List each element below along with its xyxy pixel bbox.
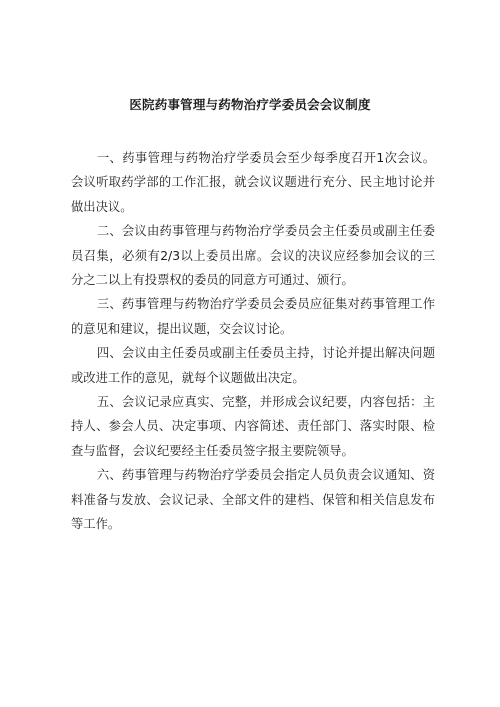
- paragraph-6: 六、药事管理与药物治疗学委员会指定人员负责会议通知、资料准备与发放、会议记录、全部文件的建档、保管和相关信息发布等工作。: [71, 468, 435, 532]
- paragraph-3: 三、药事管理与药物治疗学委员会委员应征集对药事管理工作的意见和建议，提出议题，交会议讨论。: [71, 297, 435, 336]
- paragraph-4: 四、会议由主任委员或副主任委员主持，讨论并提出解决问题或改进工作的意见，就每个议题做出决定。: [71, 346, 435, 385]
- paragraph-2: 二、会议由药事管理与药物治疗学委员会主任委员或副主任委员召集，必须有2/3以上委员出席。会议的决议应经参加会议的三分之二以上有投票权的委员的同意方可通过、颁行。: [71, 224, 435, 288]
- paragraph-5: 五、会议记录应真实、完整，并形成会议纪要，内容包括：主持人、参会人员、决定事项、内容简述、责任部门、落实时限、检查与监督，会议纪要经主任委员签字报主要院领导。: [71, 395, 435, 458]
- document-title: 医院药事管理与药物治疗学委员会会议制度: [129, 97, 371, 112]
- document-body: [71, 146, 435, 537]
- paragraph-1: 一、药事管理与药物治疗学委员会至少每季度召开1次会议。会议听取药学部的工作汇报，就会议议题进行充分、民主地讨论并做出决议。: [71, 151, 435, 214]
